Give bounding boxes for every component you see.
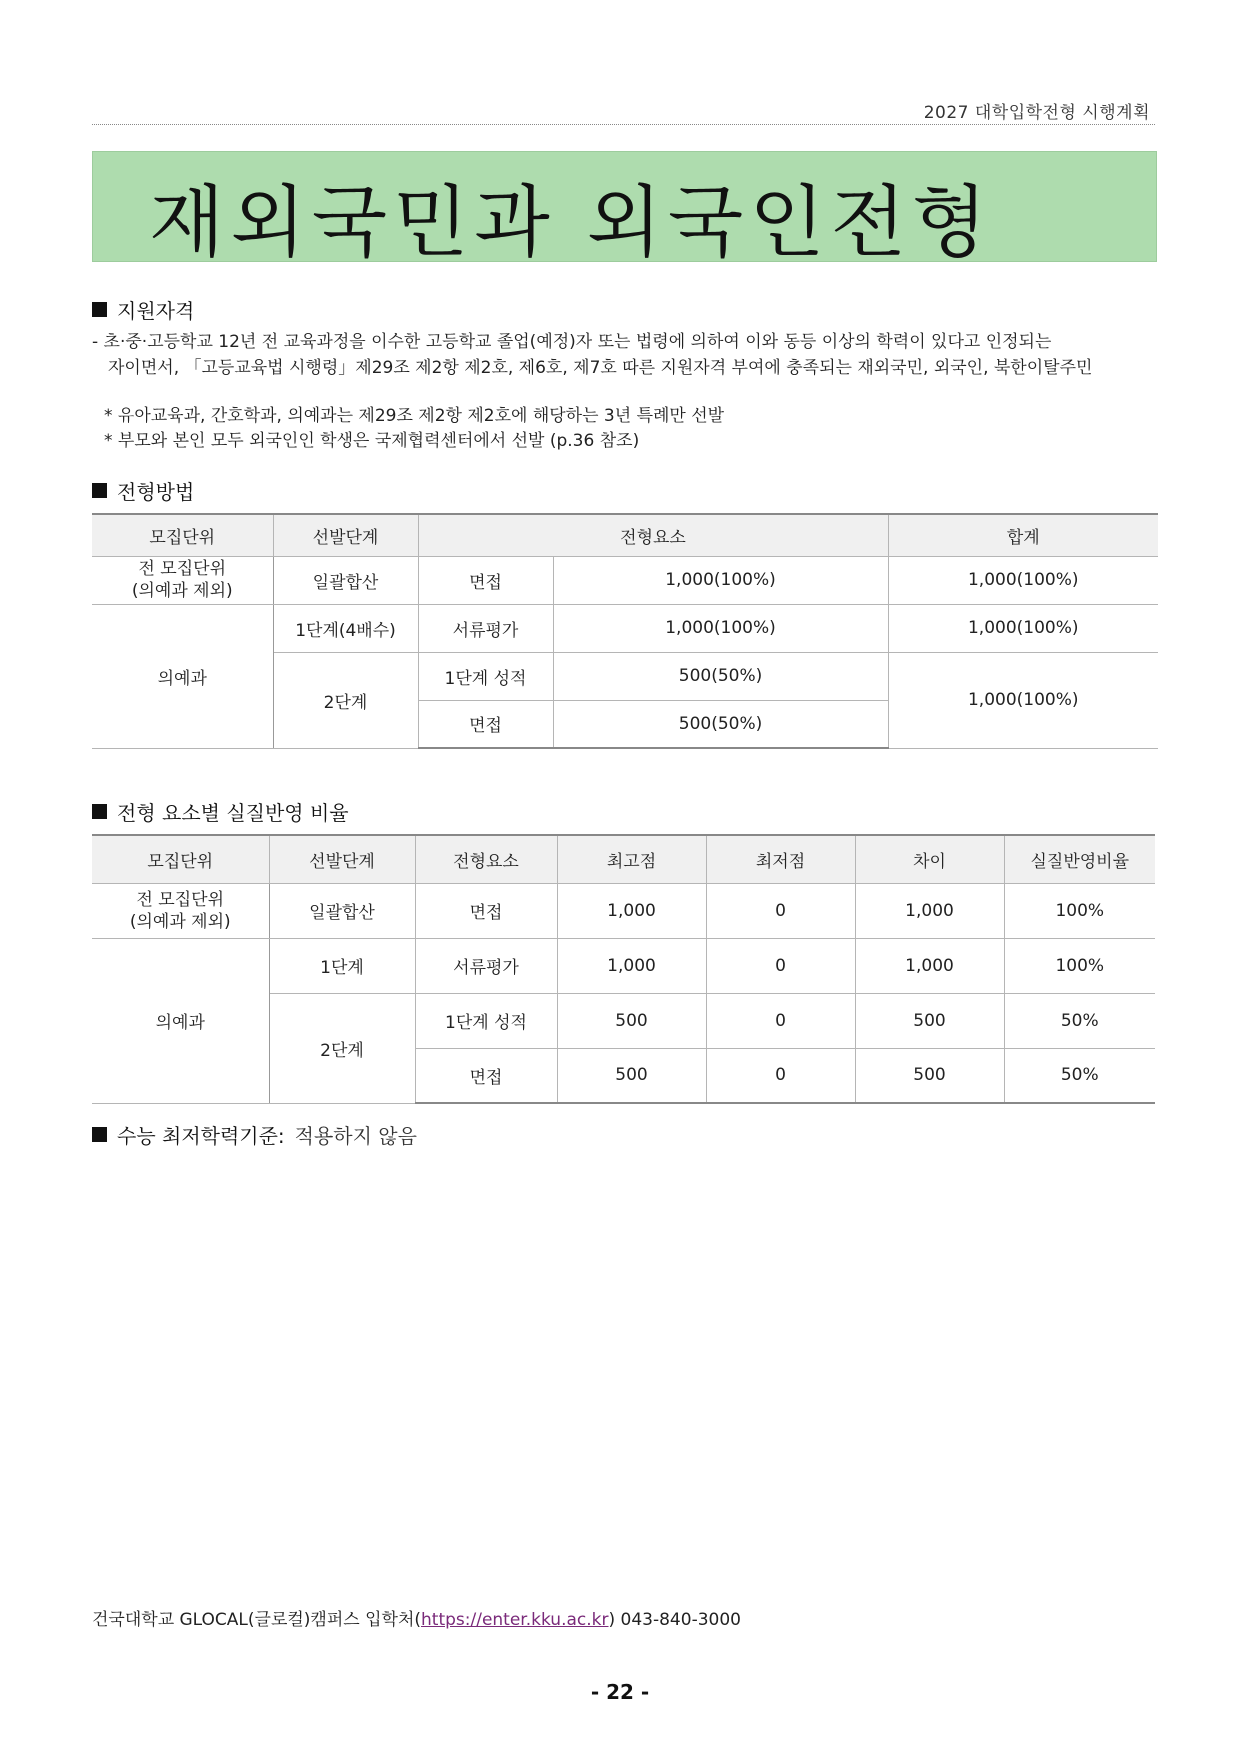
element-stage2-interview: 면접 [418, 700, 553, 748]
stage-2: 2단계 [269, 993, 415, 1103]
element-cell: 면접 [415, 883, 557, 938]
max-cell: 1,000 [557, 883, 706, 938]
total-stage2: 1,000(100%) [888, 652, 1158, 748]
col-element: 전형요소 [415, 835, 557, 883]
ratio-heading-text: 전형 요소별 실질반영 비율 [117, 801, 349, 825]
min-cell: 0 [706, 993, 855, 1048]
eligibility-line-1: - 초·중·고등학교 12년 전 교육과정을 이수한 고등학교 졸업(예정)자 또는 법령에 의하여 이와 동등 이상의 학력이 있다고 인정되는 [92, 332, 1052, 352]
page-title: 재외국민과 외국인전형 [149, 178, 994, 268]
stage-lump: 일괄합산 [273, 556, 418, 604]
table-row [92, 556, 1158, 604]
eligibility-note-2: * 부모와 본인 모두 외국인인 학생은 국제협력센터에서 선발 (p.36 참조) [104, 431, 640, 451]
unit-all-line2: (의예과 제외) [131, 581, 233, 601]
table-row [92, 938, 1155, 993]
score-stage2-interview: 500(50%) [553, 700, 888, 748]
suneung-heading [92, 1120, 417, 1149]
score-interview: 1,000(100%) [553, 556, 888, 604]
footer-contact [92, 1605, 741, 1630]
element-cell: 서류평가 [415, 938, 557, 993]
square-bullet-icon [92, 483, 107, 498]
col-min: 최저점 [706, 835, 855, 883]
element-cell: 1단계 성적 [415, 993, 557, 1048]
ratio-cell: 100% [1004, 883, 1155, 938]
eligibility-heading [92, 295, 194, 324]
eligibility-line-2: 자이면서, 「고등교육법 시행령」제29조 제2항 제2호, 제6호, 제7호 따른 지원자격 부여에 충족되는 재외국민, 외국인, 북한이탈주민 [108, 358, 1093, 378]
stage-lump: 일괄합산 [269, 883, 415, 938]
unit-premed: 의예과 [92, 938, 269, 1103]
method-heading-text: 전형방법 [117, 480, 195, 504]
footer-prefix: 건국대학교 GLOCAL(글로컬)캠퍼스 입학처( [92, 1610, 422, 1630]
method-heading [92, 476, 194, 505]
col-stage: 선발단계 [269, 835, 415, 883]
unit-all-line1: 전 모집단위 [136, 889, 224, 910]
table-row [92, 604, 1158, 652]
col-ratio: 실질반영비율 [1004, 835, 1155, 883]
ratio-table [92, 834, 1155, 1104]
stage-2: 2단계 [273, 652, 418, 748]
col-stage: 선발단계 [273, 514, 418, 556]
diff-cell: 1,000 [855, 938, 1004, 993]
square-bullet-icon [92, 804, 107, 819]
stage-1: 1단계(4배수) [273, 604, 418, 652]
title-banner [92, 151, 1157, 268]
table-header-row [92, 835, 1155, 883]
unit-all [92, 883, 269, 938]
col-unit: 모집단위 [92, 835, 269, 883]
running-header: 2027 대학입학전형 시행계획 [923, 103, 1150, 123]
unit-all-line1: 전 모집단위 [138, 559, 226, 579]
min-cell: 0 [706, 883, 855, 938]
max-cell: 500 [557, 993, 706, 1048]
header-divider [92, 124, 1155, 125]
score-stage1-grade: 500(50%) [553, 652, 888, 700]
col-element: 전형요소 [418, 514, 888, 556]
square-bullet-icon [92, 302, 107, 317]
ratio-cell: 50% [1004, 993, 1155, 1048]
ratio-cell: 50% [1004, 1048, 1155, 1103]
col-unit: 모집단위 [92, 514, 273, 556]
max-cell: 1,000 [557, 938, 706, 993]
footer-suffix: ) 043-840-3000 [608, 1610, 741, 1630]
diff-cell: 1,000 [855, 883, 1004, 938]
unit-all [92, 556, 273, 604]
stage-1: 1단계 [269, 938, 415, 993]
ratio-cell: 100% [1004, 938, 1155, 993]
eligibility-note-1: * 유아교육과, 간호학과, 의예과는 제29조 제2항 제2호에 해당하는 3년 특례만 선발 [104, 406, 725, 426]
suneung-value: 적용하지 않음 [294, 1124, 417, 1148]
element-doc-eval: 서류평가 [418, 604, 553, 652]
max-cell: 500 [557, 1048, 706, 1103]
col-diff: 차이 [855, 835, 1004, 883]
diff-cell: 500 [855, 1048, 1004, 1103]
table-header-row [92, 514, 1158, 556]
min-cell: 0 [706, 938, 855, 993]
total-stage1: 1,000(100%) [888, 604, 1158, 652]
total-lump: 1,000(100%) [888, 556, 1158, 604]
element-interview: 면접 [418, 556, 553, 604]
unit-premed: 의예과 [92, 604, 273, 748]
unit-all-line2: (의예과 제외) [129, 911, 231, 932]
eligibility-heading-text: 지원자격 [117, 299, 195, 323]
ratio-heading [92, 797, 349, 826]
diff-cell: 500 [855, 993, 1004, 1048]
suneung-heading-text: 수능 최저학력기준: [117, 1124, 285, 1148]
square-bullet-icon [92, 1127, 107, 1142]
table-row [92, 883, 1155, 938]
admissions-link[interactable]: https://enter.kku.ac.kr [421, 1610, 609, 1630]
element-stage1-grade: 1단계 성적 [418, 652, 553, 700]
method-table [92, 513, 1158, 749]
score-doc-eval: 1,000(100%) [553, 604, 888, 652]
page-number: - 22 - [590, 1680, 650, 1704]
element-cell: 면접 [415, 1048, 557, 1103]
col-max: 최고점 [557, 835, 706, 883]
col-total: 합계 [888, 514, 1158, 556]
min-cell: 0 [706, 1048, 855, 1103]
